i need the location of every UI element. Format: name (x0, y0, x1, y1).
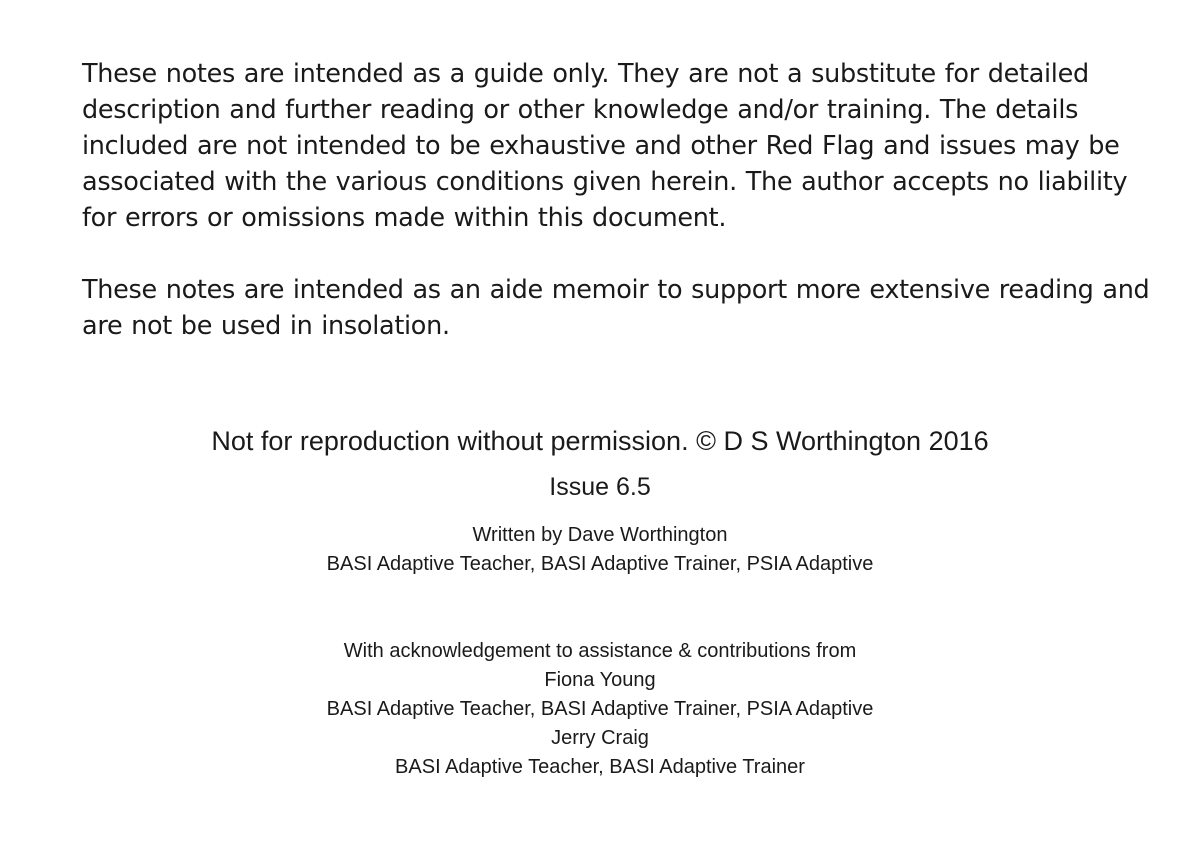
aide-memoir-line: are not be used in insolation. (82, 311, 450, 341)
acknowledgements (0, 637, 1200, 782)
aide-memoir-line: These notes are intended as an aide memoir to support more extensive reading and (82, 275, 1150, 305)
disclaimer-line: included are not intended to be exhaustive and other Red Flag and issues may be (82, 131, 1120, 161)
disclaimer-line: for errors or omissions made within this document. (82, 203, 727, 233)
copyright-notice (0, 423, 1200, 459)
author-qualifications: BASI Adaptive Teacher, BASI Adaptive Trainer, PSIA Adaptive (326, 553, 874, 575)
contributor-qualifications: BASI Adaptive Teacher, BASI Adaptive Trainer, PSIA Adaptive (326, 698, 874, 720)
disclaimer-line: These notes are intended as a guide only. They are not a substitute for detailed (82, 59, 1089, 89)
disclaimer-line: description and further reading or other knowledge and/or training. The details (82, 95, 1079, 125)
issue-number (0, 470, 1200, 504)
copyright-text: Not for reproduction without permission. © D S Worthington 2016 (211, 426, 989, 456)
contributor-name: Fiona Young (544, 669, 656, 691)
aide-memoir-paragraph (82, 272, 1150, 344)
disclaimer-line: associated with the various conditions given herein. The author accepts no liability (82, 167, 1128, 197)
disclaimer-paragraph (82, 56, 1128, 236)
acknowledgement-intro: With acknowledgement to assistance & contributions from (343, 640, 857, 662)
contributor-qualifications: BASI Adaptive Teacher, BASI Adaptive Trainer (395, 756, 805, 778)
contributor-name: Jerry Craig (551, 727, 649, 749)
written-by: Written by Dave Worthington (472, 524, 728, 546)
author-credit (0, 521, 1200, 579)
issue-text: Issue 6.5 (549, 473, 651, 501)
